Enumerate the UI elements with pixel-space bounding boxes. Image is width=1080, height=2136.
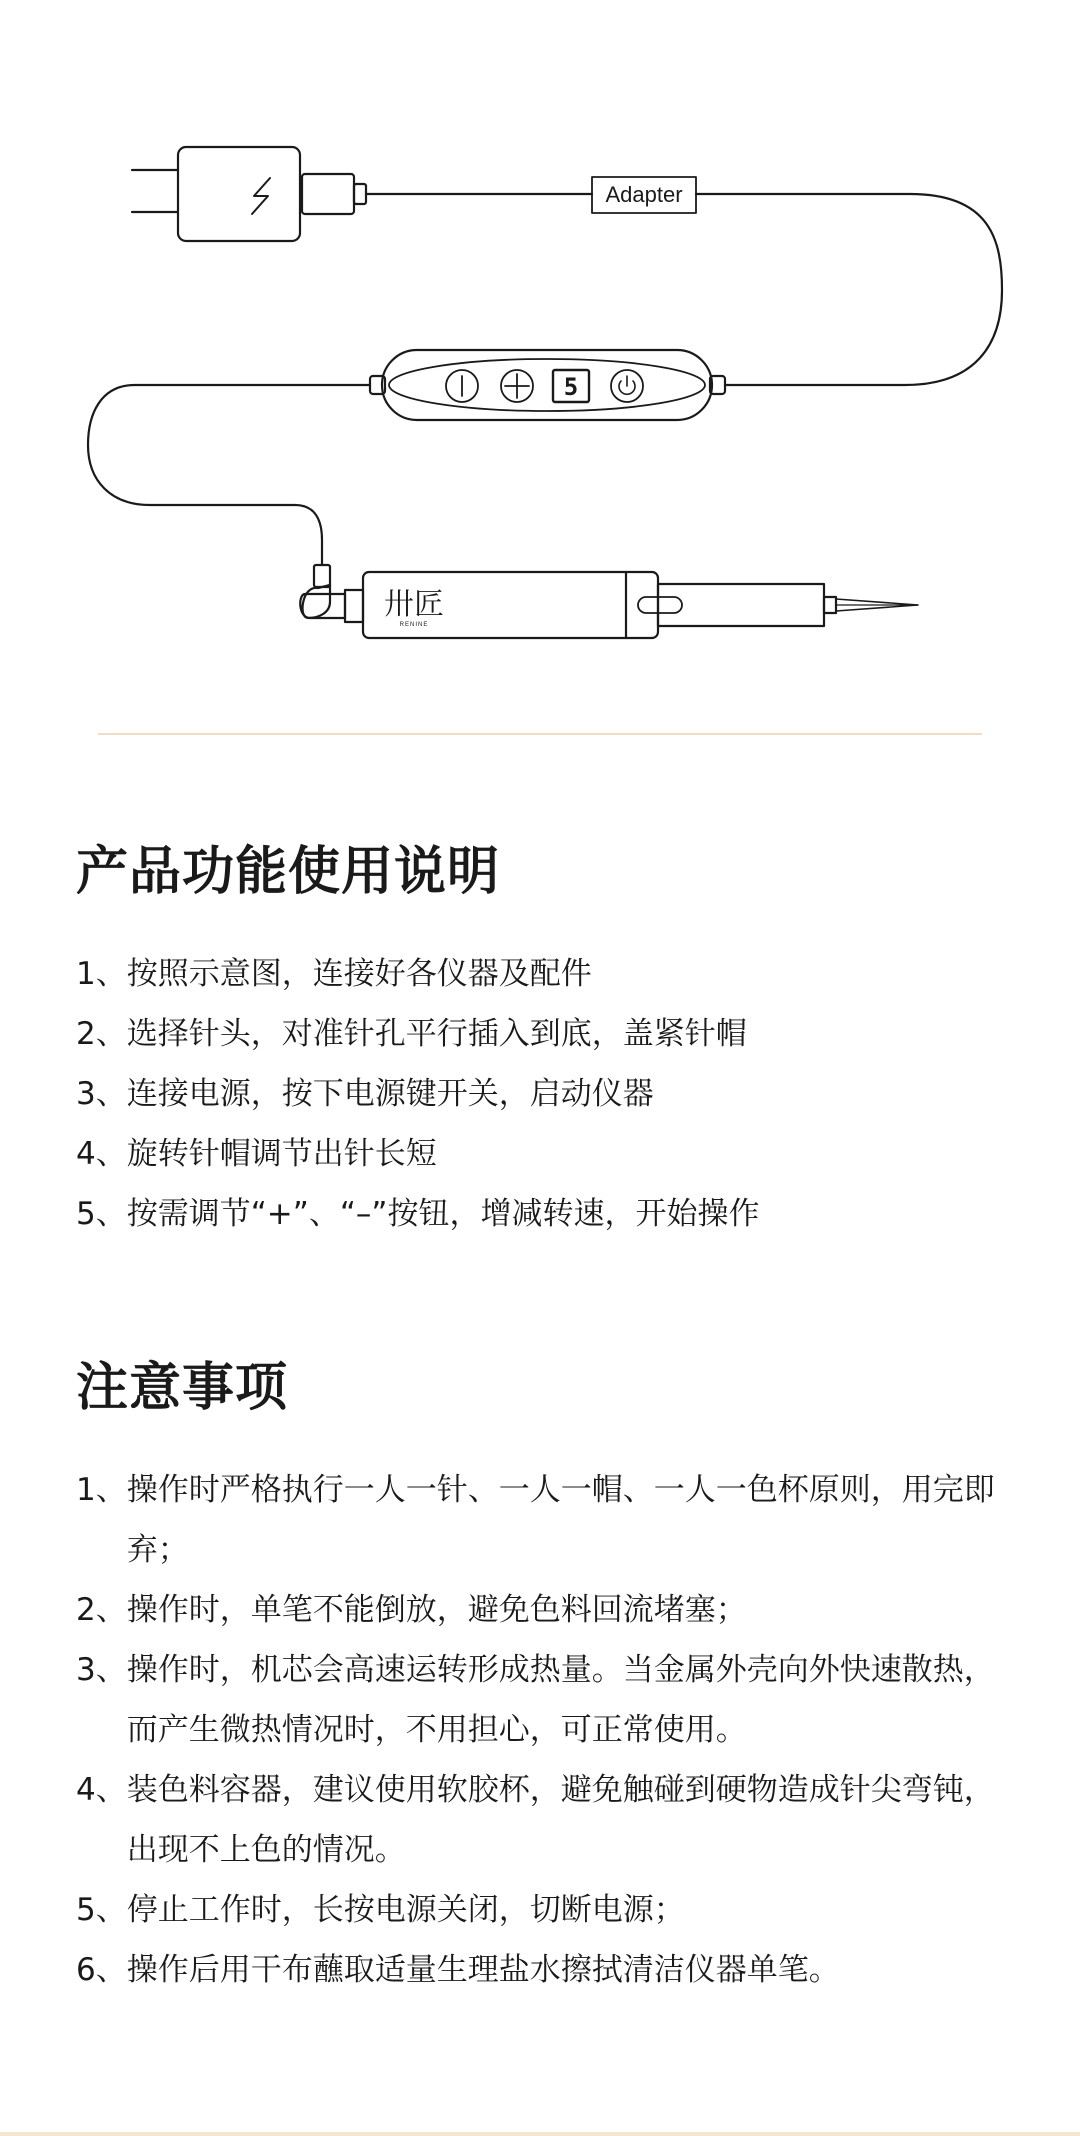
list-item: 2、 选择针头，对准针孔平行插入到底，盖紧针帽	[76, 1016, 747, 1052]
usage-section-title: 产品功能使用说明	[76, 842, 501, 902]
usage-instructions-section	[76, 840, 1016, 1244]
list-item: 4、 装色料容器，建议使用软胶杯，避免触碰到硬物造成针尖弯钝，出现不上色的情况。	[76, 1772, 995, 1868]
device-connection-diagram	[0, 0, 1080, 700]
bottom-border	[0, 2132, 1080, 2136]
usage-list	[76, 944, 1016, 1244]
precautions-section-title: 注意事项	[76, 1358, 289, 1418]
power-adapter	[132, 147, 592, 241]
adapter-cable	[696, 194, 1002, 385]
adapter-label-box	[592, 177, 696, 213]
power-button[interactable]	[611, 370, 643, 402]
plus-button[interactable]	[501, 370, 533, 402]
lightning-icon	[252, 178, 270, 214]
brand-name: RENINE	[399, 622, 429, 628]
minus-button[interactable]	[446, 370, 478, 402]
speed-controller	[370, 350, 725, 420]
adapter-label: Adapter	[605, 182, 683, 207]
list-item: 4、 旋转针帽调节出针长短	[76, 1136, 437, 1172]
brand-mark: 卅匠	[384, 587, 444, 622]
list-item: 1、 操作时严格执行一人一针、一人一帽、一人一色杯原则，用完即弃；	[76, 1472, 995, 1568]
list-item: 2、 操作时，单笔不能倒放，避免色料回流堵塞；	[76, 1592, 747, 1628]
speed-display	[553, 370, 589, 402]
section-divider	[98, 733, 982, 735]
pen-cable	[88, 385, 370, 565]
list-item: 6、 操作后用干布蘸取适量生理盐水擦拭清洁仪器单笔。	[76, 1952, 840, 1988]
list-item: 5、 按需调节“+”、“–”按钮，增减转速，开始操作	[76, 1196, 760, 1232]
list-item: 3、 连接电源，按下电源键开关，启动仪器	[76, 1076, 654, 1112]
tattoo-pen	[300, 565, 918, 638]
list-item: 5、 停止工作时，长按电源关闭，切断电源；	[76, 1892, 685, 1928]
list-item: 3、 操作时，机芯会高速运转形成热量。当金属外壳向外快速散热，而产生微热情况时，不用担心，可正常使用。	[76, 1652, 995, 1748]
list-item: 1、 按照示意图，连接好各仪器及配件	[76, 956, 592, 992]
speed-display-value: 5	[563, 373, 579, 401]
precautions-list	[76, 1460, 1016, 2000]
precautions-section	[76, 1356, 1016, 2000]
